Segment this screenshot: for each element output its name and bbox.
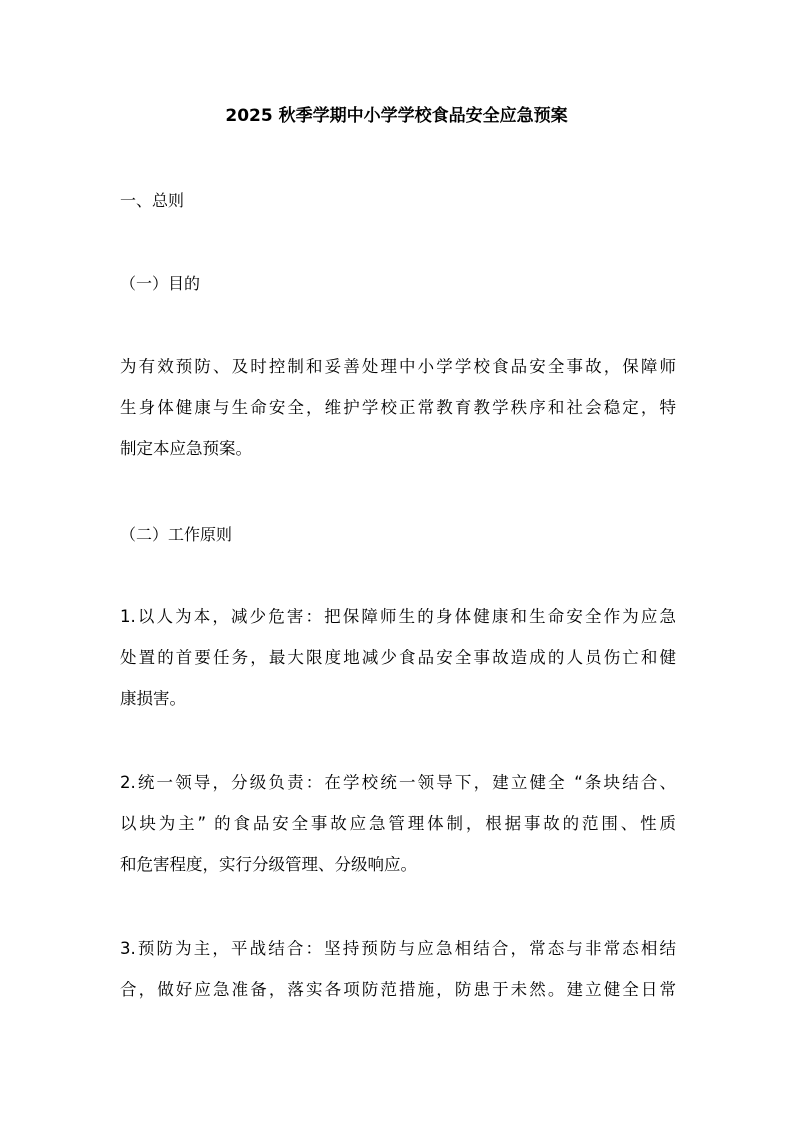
purpose-paragraph: [120, 346, 676, 469]
document-title: 2025 秋季学期中小学学校食品安全应急预案: [225, 106, 568, 126]
paragraph-line: 制定本应急预案。: [120, 439, 252, 458]
paragraph-line: 合，做好应急准备，落实各项防范措施，防患于未然。建立健全日常: [120, 980, 676, 999]
section-heading-general: 一、总则: [120, 191, 185, 210]
paragraph-line: 以块为主” 的食品安全事故应急管理体制，根据事故的范围、性质: [120, 814, 676, 833]
principle-2-paragraph: [120, 762, 676, 885]
paragraph-line: 1.以人为本，减少危害：把保障师生的身体健康和生命安全作为应急: [120, 607, 676, 626]
paragraph-line: 为有效预防、及时控制和妥善处理中小学学校食品安全事故，保障师: [120, 357, 676, 376]
paragraph-line: 和危害程度，实行分级管理、分级响应。: [120, 855, 417, 874]
subsection-heading-principles: （二）工作原则: [120, 525, 233, 544]
principle-1-paragraph: [120, 596, 676, 719]
paragraph-line: 康损害。: [120, 689, 186, 708]
paragraph-line: 处置的首要任务，最大限度地减少食品安全事故造成的人员伤亡和健: [120, 648, 676, 667]
paragraph-line: 生身体健康与生命安全，维护学校正常教育教学秩序和社会稳定，特: [120, 398, 676, 417]
principle-3-paragraph: [120, 928, 676, 1010]
subsection-heading-purpose: （一）目的: [120, 274, 201, 293]
paragraph-line: 3.预防为主，平战结合：坚持预防与应急相结合，常态与非常态相结: [120, 939, 676, 958]
paragraph-line: 2.统一领导，分级负责：在学校统一领导下，建立健全 “条块结合、: [120, 773, 676, 792]
